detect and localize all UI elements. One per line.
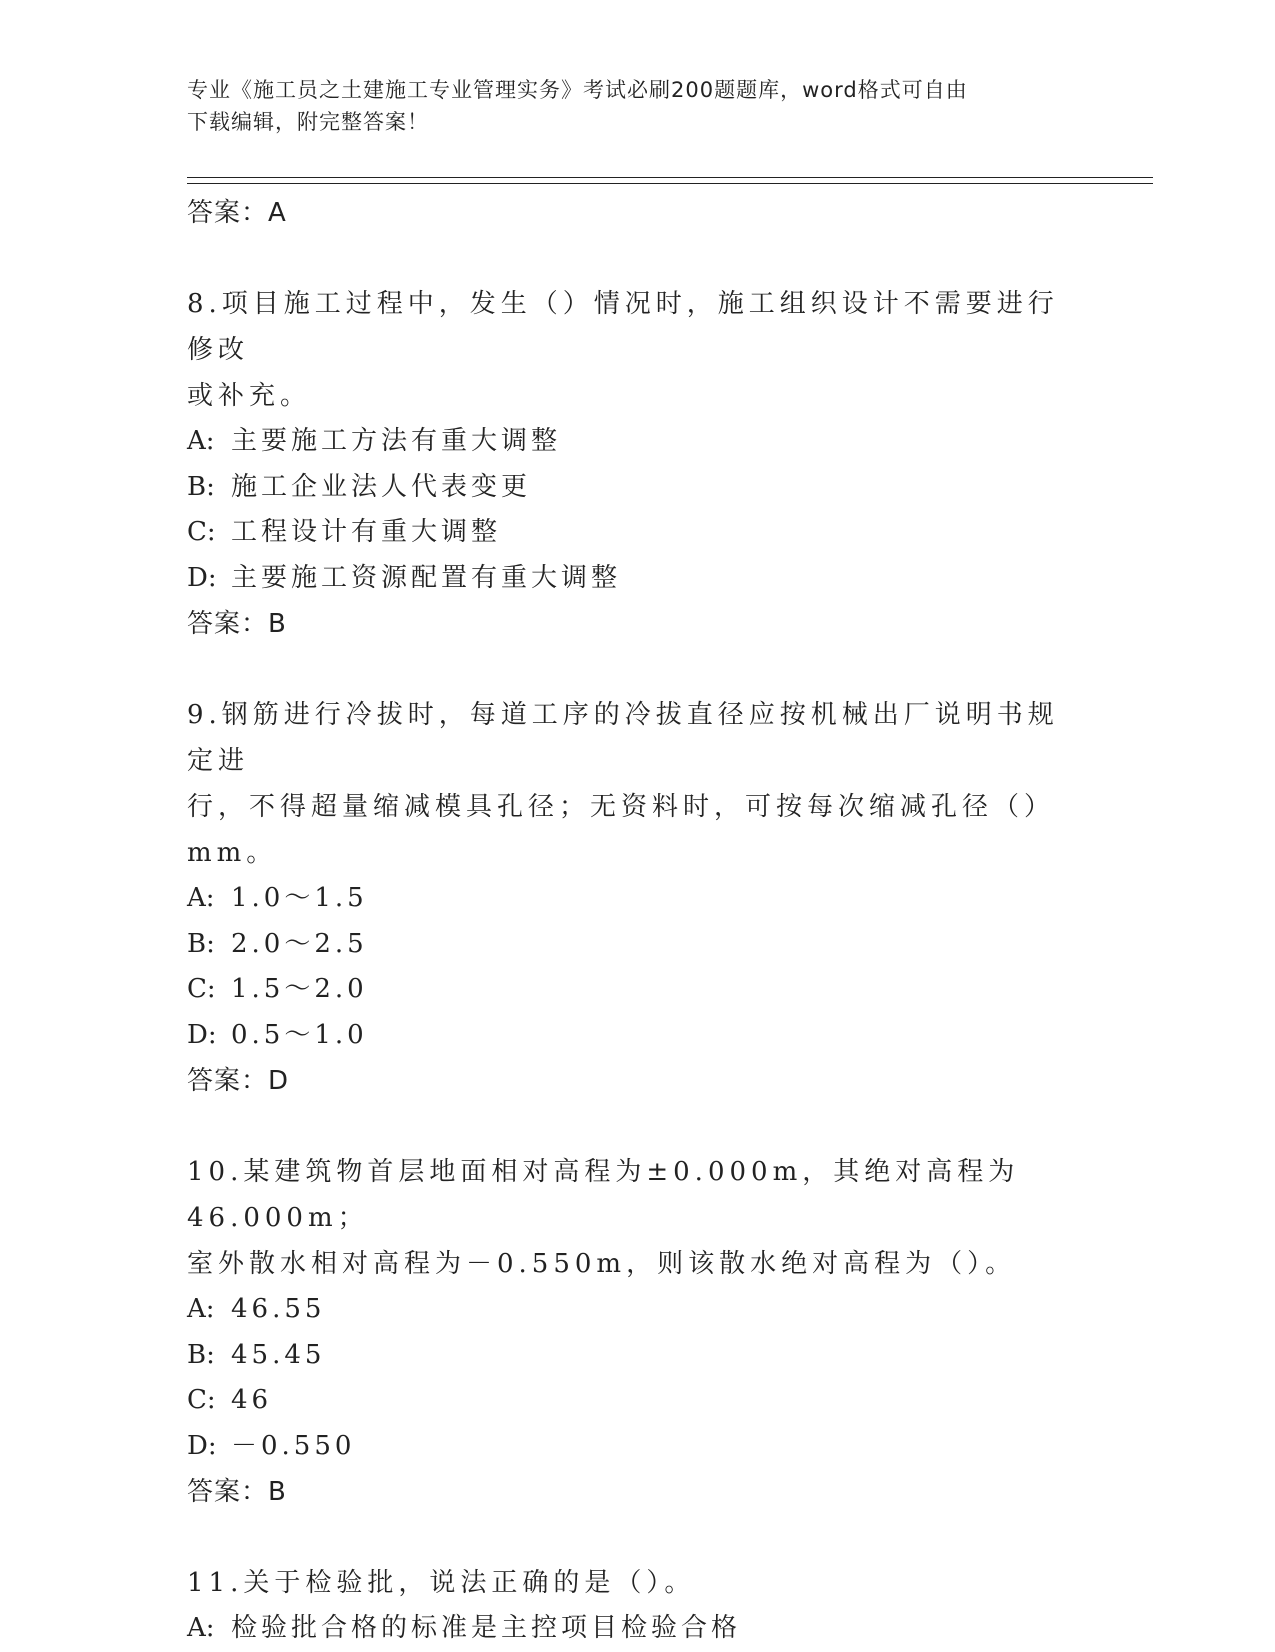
question-block bbox=[187, 1149, 1087, 1515]
question-stem-line: 11.关于检验批，说法正确的是（）。 bbox=[187, 1568, 696, 1598]
question-stem-line: 9.钢筋进行冷拔时，每道工序的冷拔直径应按机械出厂说明书规定进 bbox=[187, 700, 1059, 776]
question-stem-line: 或补充。 bbox=[187, 381, 312, 411]
option-letter: A: bbox=[187, 426, 215, 456]
option-letter: A: bbox=[187, 1613, 215, 1643]
question-block bbox=[187, 281, 1087, 647]
option-letter: A: bbox=[187, 883, 215, 913]
question-stem-line: 行，不得超量缩减模具孔径；无资料时，可按每次缩减孔径（）mm。 bbox=[187, 792, 1056, 868]
header-line-1: 专业《施工员之土建施工专业管理实务》考试必刷200题题库，word格式可自由 bbox=[187, 78, 968, 102]
option-letter: D: bbox=[187, 1430, 217, 1461]
answer-option bbox=[187, 922, 1087, 968]
question-block bbox=[187, 1560, 1087, 1652]
answer-option bbox=[187, 1378, 1087, 1424]
answer-option bbox=[187, 465, 1087, 511]
option-text: 主要施工方法有重大调整 bbox=[231, 426, 562, 456]
header-line-2: 下载编辑，附完整答案！ bbox=[187, 110, 429, 134]
option-letter: B: bbox=[187, 1339, 215, 1370]
document-header bbox=[187, 74, 1067, 138]
answer-option bbox=[187, 1606, 1087, 1652]
answer-line: 答案：B bbox=[187, 609, 287, 639]
question-stem-line: 10.某建筑物首层地面相对高程为±0.000m，其绝对高程为46.000m； bbox=[187, 1157, 1020, 1233]
option-text: 施工企业法人代表变更 bbox=[231, 471, 532, 502]
option-letter: C: bbox=[187, 1385, 216, 1415]
answer-line: 答案：B bbox=[187, 1477, 287, 1507]
question-list bbox=[187, 281, 1087, 1652]
answer-line: 答案：D bbox=[187, 1066, 290, 1096]
answer-option bbox=[187, 876, 1087, 922]
answer-option bbox=[187, 1333, 1087, 1379]
option-text: 1.0～1.5 bbox=[231, 883, 368, 913]
option-letter: D: bbox=[187, 1019, 217, 1050]
option-letter: B: bbox=[187, 471, 215, 502]
document-body bbox=[187, 190, 1087, 1652]
answer-option bbox=[187, 510, 1087, 556]
option-letter: C: bbox=[187, 517, 216, 547]
option-letter: A: bbox=[187, 1294, 215, 1324]
answer-line: 答案：A bbox=[187, 198, 287, 228]
answer-option bbox=[187, 1424, 1087, 1470]
answer-option bbox=[187, 1013, 1087, 1059]
option-text: 45.45 bbox=[231, 1339, 326, 1370]
answer-option bbox=[187, 419, 1087, 465]
option-text: 工程设计有重大调整 bbox=[231, 517, 502, 547]
option-text: 46.55 bbox=[231, 1294, 326, 1324]
option-text: 2.0～2.5 bbox=[231, 928, 368, 959]
option-text: －0.550 bbox=[231, 1430, 356, 1461]
header-rule-top bbox=[187, 177, 1153, 178]
option-text: 46 bbox=[231, 1385, 273, 1415]
option-text: 主要施工资源配置有重大调整 bbox=[231, 562, 622, 593]
answer-option bbox=[187, 556, 1087, 602]
option-letter: D: bbox=[187, 562, 217, 593]
option-text: 0.5～1.0 bbox=[231, 1019, 368, 1050]
answer-option bbox=[187, 967, 1087, 1013]
answer-option bbox=[187, 1287, 1087, 1333]
option-letter: B: bbox=[187, 928, 215, 959]
question-stem-line: 8.项目施工过程中，发生（）情况时，施工组织设计不需要进行修改 bbox=[187, 289, 1059, 365]
option-text: 1.5～2.0 bbox=[231, 974, 368, 1004]
question-stem-line: 室外散水相对高程为－0.550m，则该散水绝对高程为（）。 bbox=[187, 1249, 1017, 1279]
option-text: 检验批合格的标准是主控项目检验合格 bbox=[231, 1613, 742, 1643]
header-rule-bottom bbox=[187, 183, 1153, 184]
question-block bbox=[187, 692, 1087, 1104]
option-letter: C: bbox=[187, 974, 216, 1004]
